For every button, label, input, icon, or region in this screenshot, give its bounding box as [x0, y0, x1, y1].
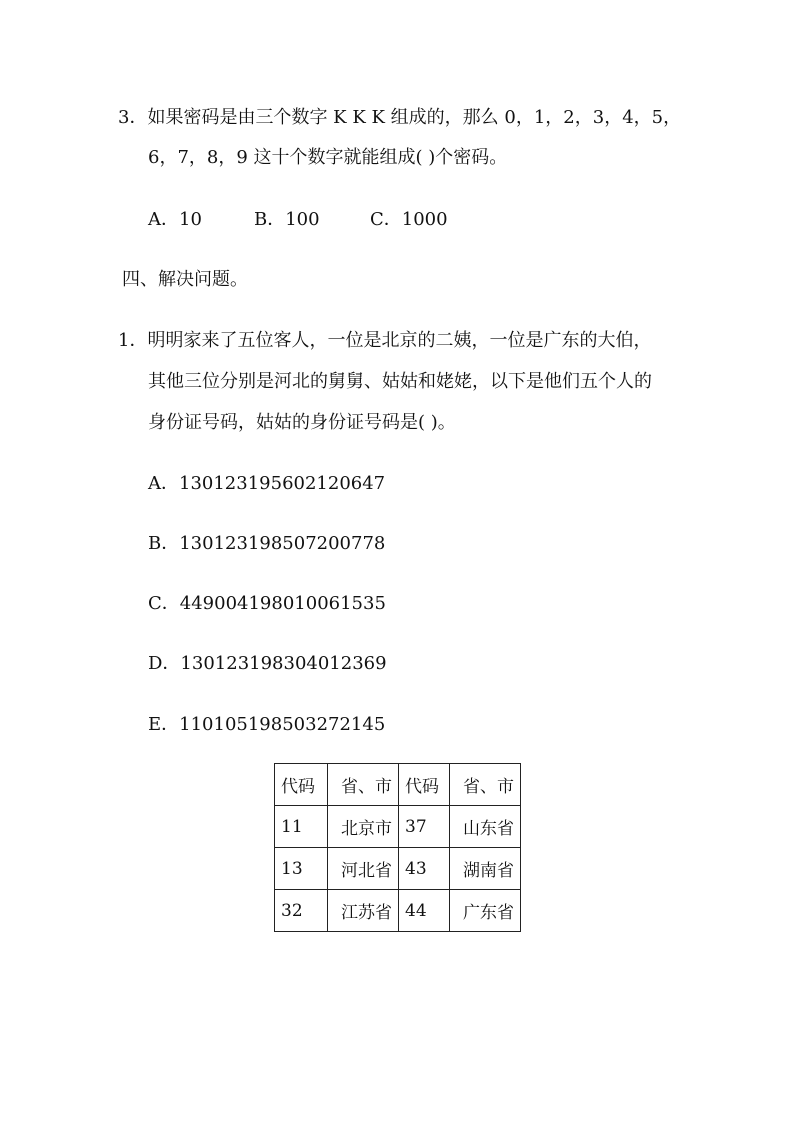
question-1-line-3: 身份证号码，姑姑的身份证号码是( )。: [148, 412, 456, 433]
question-1-option-c: C．449004198010061535: [148, 593, 386, 614]
table-cell: 44: [399, 890, 450, 932]
table-cell: 37: [399, 806, 450, 848]
table-cell: 11: [275, 806, 328, 848]
question-1-option-e: E．110105198503272145: [148, 714, 386, 735]
question-1-option-d: D．130123198304012369: [148, 653, 387, 674]
table-header-cell: 省、市: [450, 764, 521, 806]
table-cell: 河北省: [328, 848, 399, 890]
question-1-line-1: 1．明明家来了五位客人，一位是北京的二姨，一位是广东的大伯，: [118, 330, 652, 351]
question-3-option-a: A．10: [148, 209, 202, 230]
table-cell: 13: [275, 848, 328, 890]
question-3-option-b: B．100: [254, 209, 320, 230]
table-header-cell: 省、市: [328, 764, 399, 806]
question-3-line-2: 6，7，8，9 这十个数字就能组成( )个密码。: [148, 147, 508, 168]
table-cell: 湖南省: [450, 848, 521, 890]
table-cell: 江苏省: [328, 890, 399, 932]
region-code-table: [274, 763, 521, 932]
question-1-option-b: B．130123198507200778: [148, 533, 386, 554]
table-header-cell: 代码: [275, 764, 328, 806]
table-cell: 广东省: [450, 890, 521, 932]
question-3-option-c: C．1000: [370, 209, 448, 230]
table-header-cell: 代码: [399, 764, 450, 806]
question-3-line-1: 3．如果密码是由三个数字 K K K 组成的，那么 0，1，2，3，4，5，: [118, 107, 682, 128]
question-1-line-2: 其他三位分别是河北的舅舅、姑姑和姥姥，以下是他们五个人的: [148, 371, 652, 392]
table-cell: 北京市: [328, 806, 399, 848]
section-heading: 四、解决问题。: [122, 269, 248, 290]
table-row: [275, 806, 521, 848]
question-1-option-a: A．130123195602120647: [148, 473, 386, 494]
table-cell: 43: [399, 848, 450, 890]
table-row: [275, 848, 521, 890]
question-3-options: [148, 208, 448, 232]
table-row: [275, 890, 521, 932]
table-header-row: [275, 764, 521, 806]
table-cell: 32: [275, 890, 328, 932]
table-cell: 山东省: [450, 806, 521, 848]
